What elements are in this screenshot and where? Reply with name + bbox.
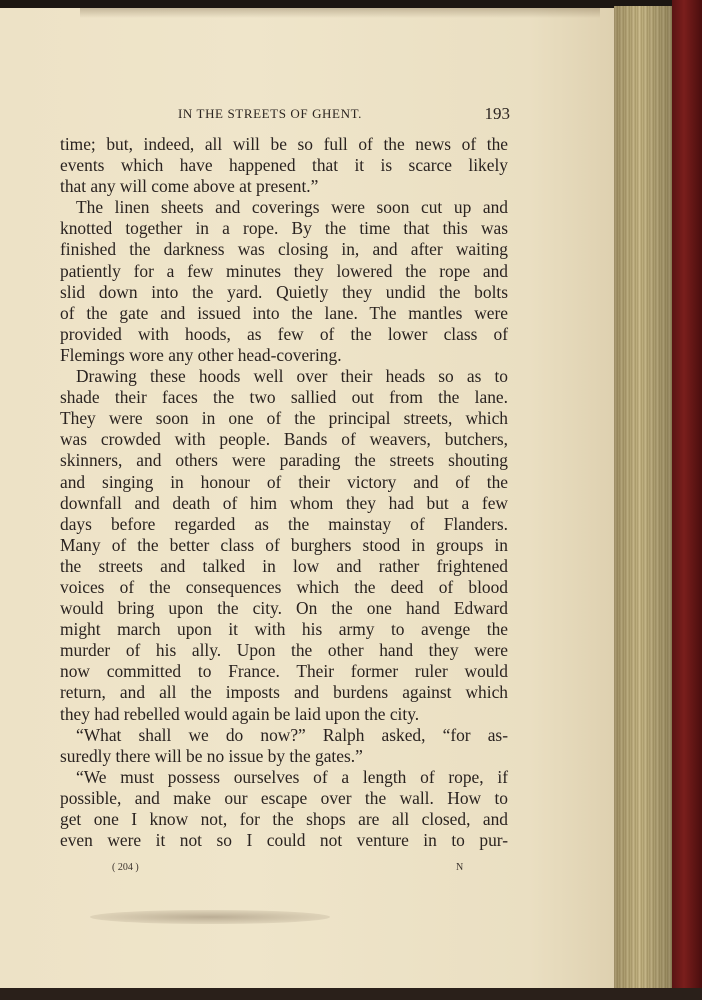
text-line: and singing in honour of their victory and of the: [60, 471, 508, 492]
text-line: “We must possess ourselves of a length of rope, if: [76, 766, 508, 787]
page-edges-shade: [614, 6, 678, 990]
text-line: voices of the consequences which the deed of blood: [60, 576, 508, 597]
page-header: [60, 104, 510, 126]
text-line: Many of the better class of burghers stood in groups in: [60, 534, 508, 555]
text-line: events which have happened that it is scarce likely: [60, 155, 508, 176]
gathering-letter: N: [456, 862, 464, 873]
text-line: patiently for a few minutes they lowered the rope and: [60, 260, 508, 281]
text-line: that any will come above at present.”: [60, 176, 319, 197]
running-title: IN THE STREETS OF GHENT.: [178, 106, 362, 121]
text-line: even were it not so I could not venture in to pur-: [60, 830, 508, 851]
page-footer: [60, 862, 508, 878]
text-line: time; but, indeed, all will be so full of the news of the: [60, 134, 508, 154]
text-line: get one I know not, for the shops are all closed, and: [60, 809, 508, 829]
page-top-shadow: [80, 8, 600, 18]
text-line: suredly there will be no issue by the gates.”: [60, 745, 363, 766]
text-line: Flemings wore any other head-covering.: [60, 344, 342, 365]
text-line: now committed to France. Their former ruler would: [60, 661, 508, 682]
text-line: might march upon it with his army to avenge the: [60, 619, 508, 640]
text-line: would bring upon the city. On the one hand Edward: [60, 598, 508, 619]
text-line: “What shall we do now?” Ralph asked, “for as-: [76, 724, 508, 745]
text-line: days before regarded as the mainstay of Flanders.: [60, 513, 508, 534]
text-line: They were soon in one of the principal streets, which: [60, 408, 508, 429]
text-line: they had rebelled would again be laid upon the city.: [60, 703, 420, 724]
page-number: 193: [484, 104, 510, 123]
scan-bottom-border: [0, 988, 702, 1000]
text-line: murder of his ally. Upon the other hand they were: [60, 640, 508, 661]
text-line: slid down into the yard. Quietly they undid the bolts: [60, 281, 508, 302]
text-line: return, and all the imposts and burdens against which: [60, 682, 508, 703]
text-line: Drawing these hoods well over their heads so as to: [76, 366, 508, 387]
page-bottom-shadow: [90, 910, 330, 924]
text-line: possible, and make our escape over the wall. How to: [60, 787, 508, 808]
text-line: the streets and talked in low and rather frightened: [60, 555, 508, 576]
text-line: finished the darkness was closing in, and after waiting: [60, 239, 508, 260]
signature-mark: ( 204 ): [112, 862, 139, 873]
text-line: shade their faces the two sallied out from the lane.: [60, 387, 508, 408]
body-text: [60, 134, 508, 851]
text-line: was crowded with people. Bands of weavers, butchers,: [60, 429, 508, 450]
text-line: downfall and death of him whom they had but a few: [60, 492, 508, 513]
text-line: of the gate and issued into the lane. The mantles were: [60, 302, 508, 323]
text-line: knotted together in a rope. By the time that this was: [60, 218, 508, 239]
text-line: provided with hoods, as few of the lower class of: [60, 323, 508, 344]
text-line: skinners, and others were parading the streets shouting: [60, 450, 508, 471]
book-cover-edge: [672, 0, 702, 1000]
text-line: The linen sheets and coverings were soon cut up and: [76, 197, 508, 218]
